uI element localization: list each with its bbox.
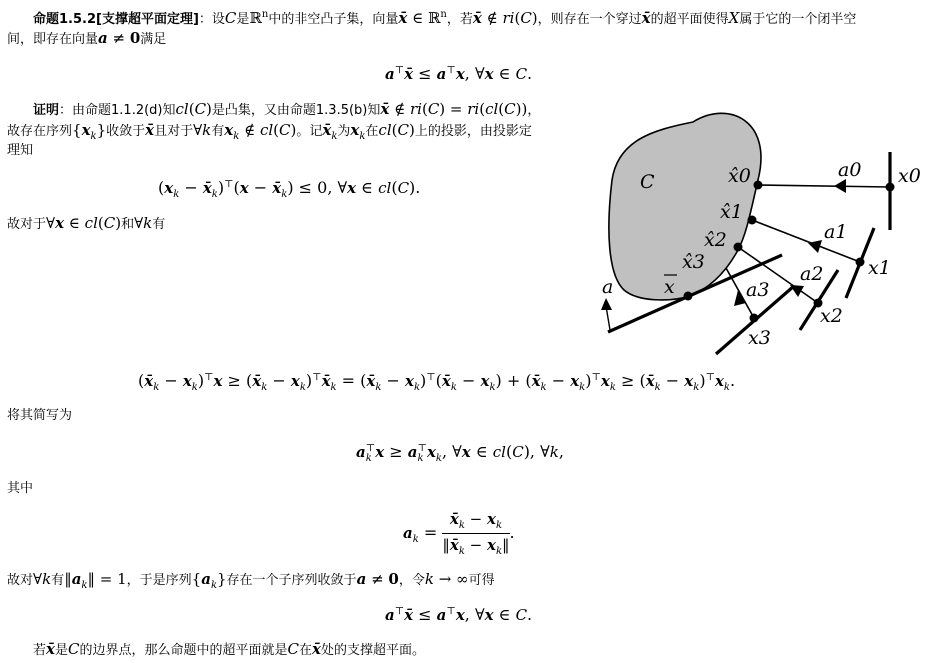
proposition-line-2: 间，即存在向量a ≠ 0满足 <box>7 29 167 47</box>
final-line: 若x̄是C的边界点，那么命题中的超平面就是C在x̄处的支撑超平面。 <box>33 640 425 658</box>
equation-2: ($x_k$ − $x̄_k)^⊤(x$ − $x̄_k) \le 0$, ∀x ∈ cl(C). <box>158 178 421 200</box>
label-a2: a2 <box>800 263 824 285</box>
label-a0: a0 <box>838 159 862 181</box>
proof-line-1: 证明：由命题1.1.2(d)知cl(C)是凸集，又由命题1.3.5(b)知x̄ ∉ ri(C) = ri(cl(C))， <box>33 100 541 118</box>
label-a1: a1 <box>824 221 848 243</box>
label-x1: x1 <box>868 257 891 279</box>
arrow-a0 <box>834 179 846 193</box>
label-x2: x2 <box>820 305 843 327</box>
label-a: a <box>602 276 614 298</box>
equation-1: a⊤x̄ ≤ a⊤x, ∀x ∈ C. <box>385 64 533 83</box>
label-xbar: x <box>664 276 675 298</box>
equation-4: $a_k^⊤x \ge a_k^⊤x_k$, ∀x ∈ cl(C), ∀k, <box>356 442 564 464</box>
equation-3: $(x̄_k - x_k)^⊤x$ ≥ ($x̄_k$ − $x_k)^⊤x̄_k$ = ($x̄_k$ − $x_k)^⊤(x̄_k - x_k)$ + $(x̄_k - x_k)^⊤x_k$ ≥ $(x̄_k - x_k)^⊤x_k$. <box>138 371 736 393</box>
equation-5: $a_k$ = $\frac{x̄_k - x_k}{‖x̄_k - x_k‖}$ . <box>403 510 515 557</box>
label-xhat2: x̂2 <box>704 229 727 251</box>
point-x1 <box>856 258 865 267</box>
proof-line-4: 故对于∀x ∈ cl(C)和∀k有 <box>7 214 166 232</box>
label-xhat3: x̂3 <box>682 251 705 273</box>
label-x0: x0 <box>898 165 921 187</box>
proposition-line-1: 命题1.5.2[支撑超平面定理]：设C是ℝ$^n$中的非空凸子集，向量x̄ ∈ ℝ$^n$，若x̄ ∉ ri(C)，则存在一个穿过x̄的超平面使得X属于它的一个闭半空 <box>33 9 857 27</box>
equation-6: a⊤x̄ ≤ a⊤x, ∀x ∈ C. <box>385 605 533 624</box>
arrow-a <box>601 298 612 310</box>
conclusion-line: 故对∀k有$‖a_k‖ = 1$，于是序列$\{a_k\}$存在一个子序列收敛于a ≠ 0，令k → ∞可得 <box>7 570 495 591</box>
set-label: C <box>640 171 655 193</box>
point-x3 <box>750 314 759 323</box>
segment-x0 <box>758 185 890 187</box>
label-xhat1: x̂1 <box>720 201 743 223</box>
where-text: 其中 <box>7 481 34 496</box>
label-x3: x3 <box>748 327 771 349</box>
proof-line-2: 故存在序列$\{x_k\}$收敛于x̄且对于∀k有$x_k$ ∉ cl(C)。记$x̄_k$为$x_k$在cl(C)上的投影，由投影定 <box>7 121 532 142</box>
proof-label: 证明 <box>33 103 60 118</box>
label-a3: a3 <box>746 279 770 301</box>
simplify-text: 将其简写为 <box>7 408 73 423</box>
point-xhat0 <box>754 181 763 190</box>
proof-line-3: 理知 <box>7 143 34 158</box>
point-xbar <box>684 292 693 301</box>
label-xhat0: x̂0 <box>728 165 751 187</box>
point-x0 <box>886 183 895 192</box>
supporting-hyperplane-figure <box>598 100 928 360</box>
point-xhat1 <box>748 216 757 225</box>
proposition-label: 命题1.5.2[支撑超平面定理] <box>33 12 199 27</box>
point-xhat2 <box>734 243 743 252</box>
